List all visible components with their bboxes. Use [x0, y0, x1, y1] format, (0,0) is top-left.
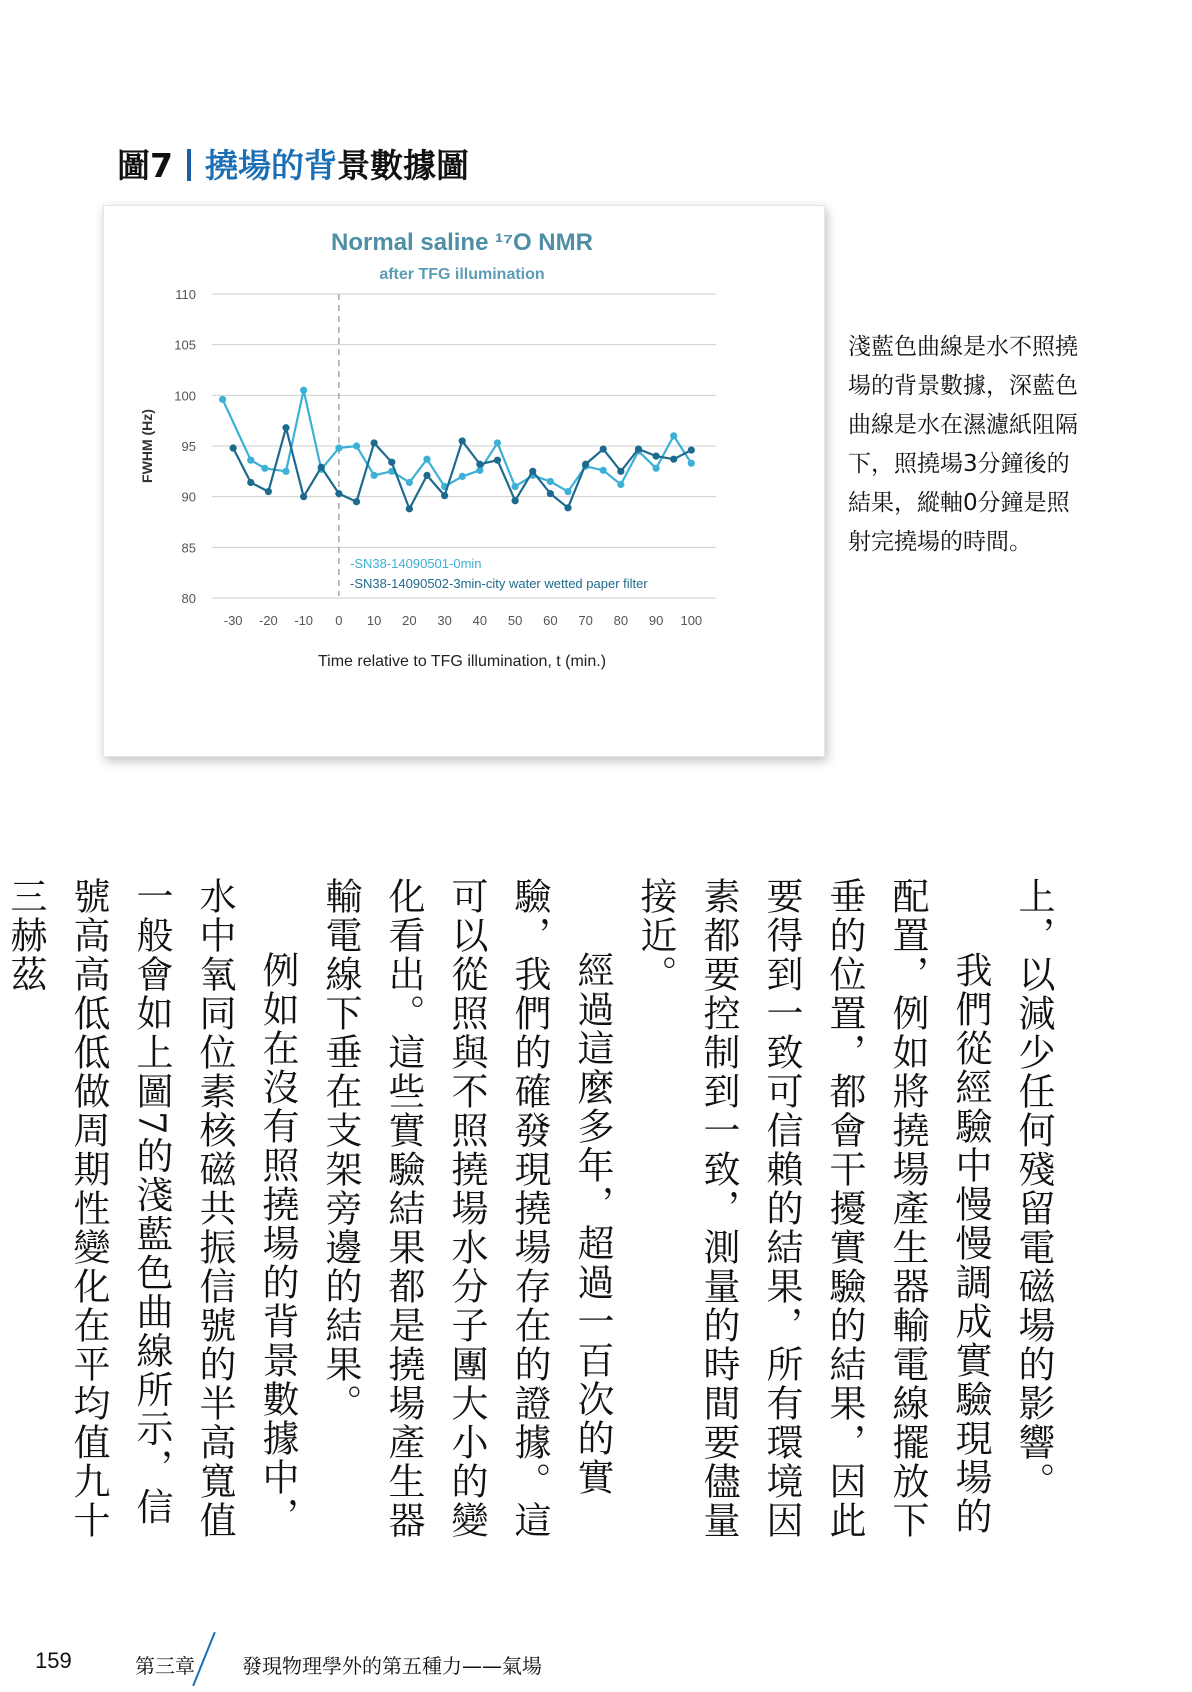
x-axis-label: Time relative to TFG illumination, t (min.) [317, 653, 607, 670]
figure-title-accent: 撓場的背 [204, 146, 337, 185]
data-point [318, 464, 325, 471]
data-point [441, 492, 448, 499]
data-point [353, 442, 360, 449]
data-point [406, 505, 413, 512]
data-point [600, 445, 607, 452]
figure-caption: 淺藍色曲線是水不照撓場的背景數據，深藍色曲線是水在濕濾紙阻隔下，照撓場3分鐘後的結果，縱軸0分鐘是照射完撓場的時間。 [848, 334, 1078, 555]
data-point [652, 453, 659, 460]
y-axis-label: FWHM (Hz) [139, 409, 155, 483]
page-footer [0, 1640, 1192, 1692]
data-point [617, 481, 624, 488]
chapter-label: 第三章 [135, 1654, 195, 1678]
data-point [635, 445, 642, 452]
book-title: 發現物理學外的第五種力——氣場 [242, 1654, 542, 1678]
figure-label: 圖7 [117, 146, 173, 185]
data-point [423, 456, 430, 463]
data-point [371, 439, 378, 446]
footer-divider [192, 1632, 216, 1687]
x-tick-label: 20 [402, 613, 417, 628]
x-tick-label: -30 [223, 613, 243, 628]
y-tick-label: 95 [181, 439, 196, 454]
x-tick-label: 50 [507, 613, 523, 628]
data-point [282, 424, 289, 431]
legend-entry: -SN38-14090502-3min-city water wetted paper filter [350, 576, 648, 591]
data-point [582, 461, 589, 468]
data-point [247, 457, 254, 464]
data-point [423, 472, 430, 479]
body-text [4, 877, 1065, 1557]
data-point [512, 483, 519, 490]
data-point [476, 461, 483, 468]
data-point [335, 490, 342, 497]
data-point [282, 468, 289, 475]
data-point [300, 387, 307, 394]
nmr-line-chart [104, 206, 824, 756]
data-point [247, 479, 254, 486]
data-point [529, 468, 536, 475]
data-point [688, 446, 695, 453]
data-point [547, 490, 554, 497]
x-tick-label: 60 [543, 613, 558, 628]
x-tick-label: 90 [648, 613, 664, 628]
data-point [547, 478, 554, 485]
legend-entry: -SN38-14090501-0min [350, 556, 482, 571]
data-point [230, 444, 237, 451]
x-tick-label: -20 [258, 613, 278, 628]
y-tick-label: 100 [174, 388, 196, 404]
page-number: 159 [35, 1648, 72, 1673]
data-point [371, 472, 378, 479]
data-point [670, 456, 677, 463]
paragraph: 上，以減少任何殘留電磁場的影響。 [1012, 877, 1055, 1501]
figure-title [117, 140, 469, 187]
data-point [617, 468, 624, 475]
x-tick-label: 100 [680, 613, 703, 628]
data-point [261, 465, 268, 472]
chart-card [103, 205, 825, 757]
data-point [688, 460, 695, 467]
y-tick-label: 90 [181, 489, 196, 505]
data-point [335, 444, 342, 451]
x-tick-label: 80 [613, 613, 629, 628]
x-tick-label: 70 [578, 613, 593, 628]
x-tick-label: 0 [335, 613, 343, 628]
figure-title-rest: 景數據圖 [336, 146, 469, 185]
x-tick-label: 10 [366, 613, 382, 628]
data-point [652, 465, 659, 472]
title-separator [187, 149, 191, 181]
data-point [564, 504, 571, 511]
data-point [219, 396, 226, 403]
data-point [353, 498, 360, 505]
data-point [265, 488, 272, 495]
y-tick-label: 80 [181, 591, 196, 606]
data-point [459, 473, 466, 480]
data-point [300, 493, 307, 500]
x-tick-label: 40 [472, 613, 488, 628]
x-tick-label: 30 [437, 613, 452, 628]
series-line [223, 390, 692, 491]
x-tick-label: -10 [294, 613, 314, 628]
y-tick-label: 110 [175, 287, 196, 302]
data-point [388, 459, 395, 466]
data-point [564, 488, 571, 495]
data-point [406, 479, 413, 486]
data-point [600, 467, 607, 474]
data-point [512, 497, 519, 504]
data-point [459, 437, 466, 444]
y-tick-label: 105 [174, 337, 196, 353]
data-point [494, 457, 501, 464]
paragraph: 例如在沒有照撓場的背景數據中，水中氧同位素核磁共振信號的半高寬值一般會如上圖7的淺藍色曲線所示，信號高高低低做周期性變化在平均值九十三赫茲 [4, 877, 299, 1540]
chart-title: Normal saline ¹⁷O NMR [331, 229, 593, 256]
y-tick-label: 85 [181, 540, 196, 556]
paragraph: 經過這麼多年，超過一百次的實驗，我們的確發現撓場存在的證據。這可以從照與不照撓場水分子團大小的變化看出。這些實驗結果都是撓場產生器輸電線下垂在支架旁邊的結果。 [319, 877, 614, 1540]
chart-subtitle: after TFG illumination [379, 266, 545, 283]
data-point [494, 439, 501, 446]
paragraph: 我們從經驗中慢慢調成實驗現場的配置，例如將撓場產生器輸電線擺放下垂的位置，都會干擾實驗的結果，因此要得到一致可信賴的結果，所有環境因素都要控制到一致，測量的時間要儘量接近。 [634, 877, 992, 1540]
data-point [670, 432, 677, 439]
